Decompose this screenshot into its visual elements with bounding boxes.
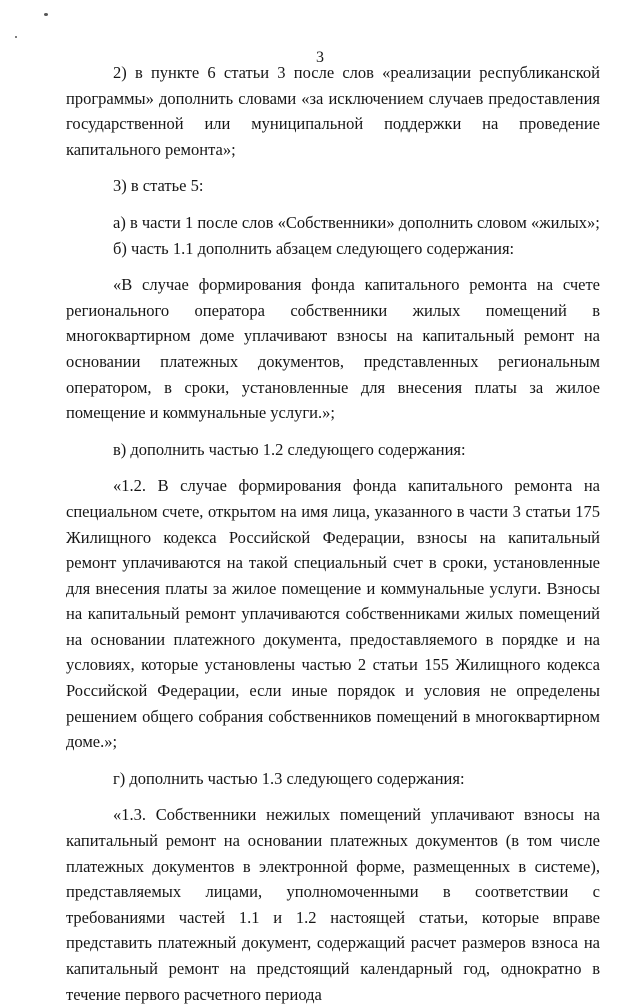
- paragraph-item-b: б) часть 1.1 дополнить абзацем следующего содержания:: [113, 238, 515, 258]
- paragraph-item-g: г) дополнить частью 1.3 следующего содержания:: [113, 768, 465, 788]
- paragraph-item-2: 2) в пункте 6 статьи 3 после слов «реализации республиканской программы» дополнить словами «за исключением случаев предоставления государственной или муниципальной поддержки на проведение капитального ремонта»;: [66, 63, 600, 159]
- paragraph-quote-1-3: «1.3. Собственники нежилых помещений уплачивают взносы на капитальный ремонт на основании платежных документов (в том числе платежных документов в электронной форме, размещенных в системе), представляемых лицами, уполномоченными в соответствии с требованиями частей 1.1 и 1.2 настоящей статьи, которые вправе представить платежный документ, содержащий расчет размеров взноса на капитальный ремонт на предстоящий календарный год, однократно в течение первого расчетного периода: [66, 805, 600, 1004]
- document-body: [66, 60, 600, 1007]
- paragraph-item-v: в) дополнить частью 1.2 следующего содержания:: [113, 439, 466, 459]
- paragraph-quote-1-2: «1.2. В случае формирования фонда капитального ремонта на специальном счете, открытом на имя лица, указанного в части 3 статьи 175 Жилищного кодекса Российской Федерации, взносы на капитальный ремонт уплачиваются на такой специальный счет в сроки, установленные для внесения платы за жилое помещение и коммунальные услуги. Взносы на капитальный ремонт уплачиваются собственниками жилых помещений на основании платежного документа, предоставляемого в порядке и на условиях, которые установлены частью 2 статьи 155 Жилищного кодекса Российской Федерации, если иные порядок и условия не определены решением общего собрания собственников помещений в многоквартирном доме.»;: [66, 476, 600, 752]
- paragraph-quote-1-1: «В случае формирования фонда капитального ремонта на счете регионального оператора собственники жилых помещений в многоквартирном доме уплачивают взносы на капитальный ремонт на основании платежных документов, представленных региональным оператором, в сроки, установленные для внесения платы за жилое помещение и коммунальные услуги.»;: [66, 275, 600, 423]
- paragraph-item-a: а) в части 1 после слов «Собственники» дополнить словом «жилых»;: [113, 212, 600, 232]
- paragraph-article-5: 3) в статье 5:: [113, 176, 204, 196]
- scan-speck: [15, 36, 17, 38]
- scan-speck: [44, 13, 48, 16]
- page-number: 3: [316, 49, 324, 66]
